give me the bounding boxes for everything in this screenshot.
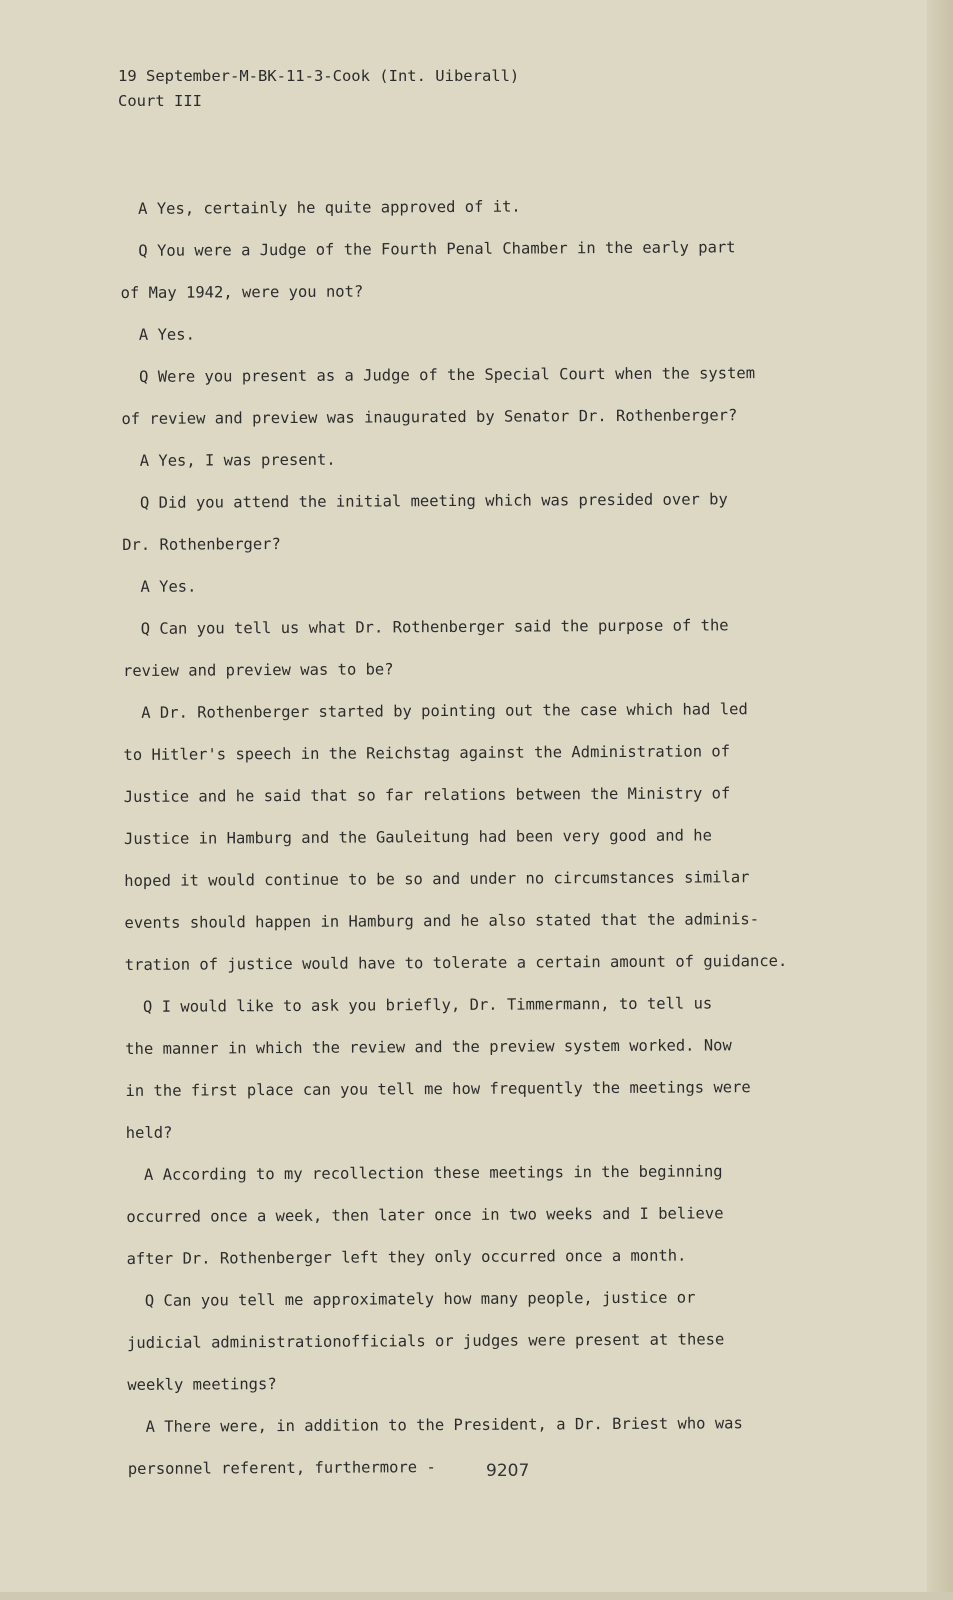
transcript-line: the manner in which the review and the preview system worked. Now bbox=[125, 1036, 732, 1058]
answer-line: A There were, in addition to the President, a Dr. Briest who was bbox=[145, 1414, 743, 1436]
header-court-line: Court III bbox=[118, 92, 202, 110]
transcript-line: Justice in Hamburg and the Gauleitung had been very good and he bbox=[123, 826, 712, 848]
transcript-body bbox=[120, 183, 868, 1489]
transcript-line: to Hitler's speech in the Reichstag against the Administration of bbox=[123, 742, 731, 764]
document-header bbox=[118, 64, 519, 114]
page-edge-shadow bbox=[927, 0, 953, 1600]
transcript-line: judicial administrationofficials or judges were present at these bbox=[127, 1330, 725, 1352]
transcript-line: tration of justice would have to tolerate a certain amount of guidance. bbox=[124, 951, 788, 974]
answer-line: A Yes. bbox=[138, 325, 195, 344]
transcript-line: review and preview was to be? bbox=[122, 660, 394, 680]
transcript-line: in the first place can you tell me how frequently the meetings were bbox=[125, 1078, 751, 1100]
question-line: Q You were a Judge of the Fourth Penal Chamber in the early part bbox=[138, 238, 736, 260]
question-line: Q Can you tell us what Dr. Rothenberger said the purpose of the bbox=[140, 616, 729, 638]
answer-line: A Yes, certainly he quite approved of it. bbox=[138, 197, 521, 218]
answer-line: A Yes, I was present. bbox=[139, 450, 336, 470]
question-line: Q Did you attend the initial meeting which was presided over by bbox=[139, 490, 728, 512]
question-line: Q Can you tell me approximately how many people, justice or bbox=[144, 1288, 696, 1310]
transcript-line: after Dr. Rothenberger left they only occurred once a month. bbox=[126, 1246, 687, 1268]
header-session-line: 19 September-M-BK-11-3-Cook (Int. Uiberall) bbox=[118, 67, 520, 85]
transcript-line: weekly meetings? bbox=[127, 1375, 277, 1394]
transcript-line: hoped it would continue to be so and under no circumstances similar bbox=[124, 868, 750, 890]
page-number: 9207 bbox=[486, 1461, 530, 1481]
transcript-line: occurred once a week, then later once in two weeks and I believe bbox=[126, 1204, 724, 1226]
transcript-line: Justice and he said that so far relations between the Ministry of bbox=[123, 784, 731, 806]
question-line: Q Were you present as a Judge of the Special Court when the system bbox=[139, 364, 756, 386]
transcript-line: events should happen in Hamburg and he also stated that the adminis- bbox=[124, 910, 760, 932]
transcript-line: personnel referent, furthermore - bbox=[127, 1458, 436, 1478]
question-line: Q I would like to ask you briefly, Dr. Timmermann, to tell us bbox=[142, 994, 713, 1016]
transcript-line: of review and preview was inaugurated by Senator Dr. Rothenberger? bbox=[121, 406, 738, 428]
transcript-line: Dr. Rothenberger? bbox=[122, 535, 281, 554]
answer-line: A Dr. Rothenberger started by pointing out the case which had led bbox=[141, 700, 748, 722]
answer-line: A Yes. bbox=[140, 577, 197, 596]
page-bottom-edge bbox=[0, 1592, 953, 1600]
transcript-line: of May 1942, were you not? bbox=[120, 282, 364, 302]
answer-line: A According to my recollection these meetings in the beginning bbox=[143, 1162, 723, 1184]
transcript-line: held? bbox=[125, 1123, 173, 1142]
